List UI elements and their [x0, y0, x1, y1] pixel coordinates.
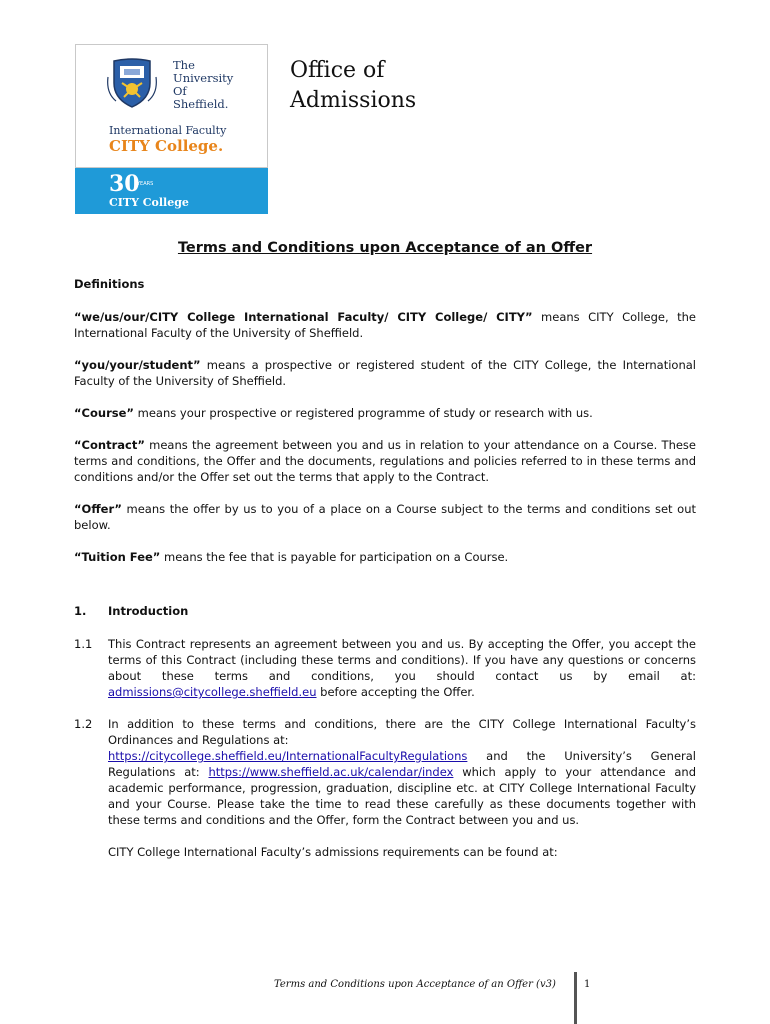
- anniversary-banner: [75, 168, 268, 214]
- university-regulations-link[interactable]: https://www.sheffield.ac.uk/calendar/index: [208, 765, 454, 779]
- university-crest-icon: [106, 57, 158, 109]
- clause-1-2: [74, 716, 696, 828]
- clause-number: 1.1: [74, 637, 93, 651]
- definitions-heading: Definitions: [74, 277, 145, 291]
- document-body: [74, 276, 696, 860]
- section-title: Introduction: [108, 604, 189, 618]
- clause-text: In addition to these terms and conditions, there are the CITY College International Faculty’s Ordinances and Regulations at:: [108, 717, 696, 747]
- office-line-2: Admissions: [290, 88, 417, 113]
- definition-text: means the offer by us to you of a place on a Course subject to the terms and conditions set out below.: [74, 502, 696, 532]
- university-line: Of: [173, 84, 187, 98]
- definition-item: [74, 357, 696, 389]
- admissions-email-link[interactable]: admissions@citycollege.sheffield.eu: [108, 685, 317, 699]
- definition-text: means the fee that is payable for participation on a Course.: [160, 550, 509, 564]
- definition-item: [74, 309, 696, 341]
- office-line-1: Office of: [290, 58, 385, 83]
- definition-term: “Course”: [74, 406, 134, 420]
- definition-term: “Contract”: [74, 438, 145, 452]
- page-number: 1: [584, 979, 591, 990]
- city-college-logo: [75, 44, 268, 214]
- definition-term: “Tuition Fee”: [74, 550, 161, 564]
- university-line: University: [173, 71, 234, 85]
- definition-item: [74, 405, 696, 421]
- clause-body: [108, 636, 696, 700]
- definition-term: “Offer”: [74, 502, 122, 516]
- anniversary-city-label: CITY College: [109, 196, 189, 209]
- definition-item: [74, 437, 696, 485]
- section-number: 1.: [74, 604, 87, 618]
- footer-divider: [574, 972, 577, 1024]
- definition-item: [74, 549, 696, 565]
- document-title: Terms and Conditions upon Acceptance of an Offer: [177, 240, 593, 256]
- university-line: The: [173, 58, 195, 72]
- faculty-regulations-link[interactable]: https://citycollege.sheffield.eu/InternationalFacultyRegulations: [108, 749, 468, 763]
- anniversary-years-label: YEARS: [137, 181, 154, 187]
- clause-text: and the University’s General Regulations at:: [108, 749, 696, 779]
- office-heading: [290, 56, 416, 116]
- logo-white-panel: [75, 44, 268, 168]
- city-college-label: CITY College.: [109, 137, 224, 155]
- clause-text-after: before accepting the Offer.: [316, 685, 475, 699]
- university-line: Sheffield.: [173, 97, 229, 111]
- clause-text: which apply to your attendance and academic performance, progression, graduation, discipline etc. at CITY College International Faculty and your Course. Please take the time to read these carefully as these documents together with these terms and conditions and the Offer, form the Contract between you and us.: [108, 765, 696, 827]
- definition-term: “you/your/student”: [74, 358, 201, 372]
- anniversary-number: 30: [109, 171, 140, 197]
- international-faculty-label: International Faculty: [109, 124, 227, 137]
- definition-text: means CITY College, the International Faculty of the University of Sheffield.: [74, 310, 696, 340]
- university-name: [173, 59, 233, 111]
- clause-body: [108, 716, 696, 828]
- definition-item: [74, 501, 696, 533]
- clause-text: This Contract represents an agreement between you and us. By accepting the Offer, you accept the terms of this Contract (including these terms and conditions). If you have any questions or concerns about these terms and conditions, you should contact us by email at:: [108, 637, 696, 683]
- section-heading: [74, 603, 696, 619]
- clause-1-1: [74, 636, 696, 700]
- definition-text: means the agreement between you and us in relation to your attendance on a Course. These terms and conditions, the Offer and the documents, regulations and policies referred to in these terms and conditions and/or the Offer set out the terms that apply to the Contract.: [74, 438, 696, 484]
- definition-text: means your prospective or registered programme of study or research with us.: [133, 406, 593, 420]
- definition-text: means a prospective or registered student of the CITY College, the International Faculty of the University of Sheffield.: [74, 358, 696, 388]
- footer-title: Terms and Conditions upon Acceptance of an Offer (v3): [274, 979, 556, 990]
- clause-number: 1.2: [74, 717, 93, 731]
- definition-term: “we/us/our/CITY College International Faculty/ CITY College/ CITY”: [74, 310, 533, 324]
- admissions-requirements-note: CITY College International Faculty’s admissions requirements can be found at:: [108, 845, 558, 859]
